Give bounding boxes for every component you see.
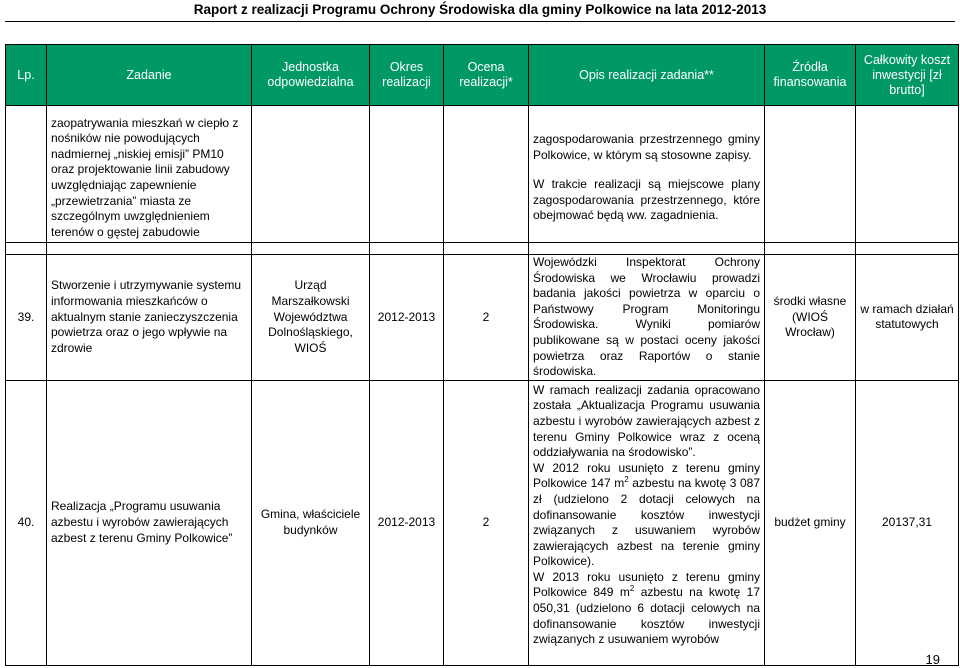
cell-source bbox=[765, 106, 856, 243]
cell-task: Realizacja „Programu usuwania azbestu i wyrobów zawierających azbest z terenu Gminy Polkowice” bbox=[47, 380, 252, 665]
cell-rating: 2 bbox=[444, 380, 529, 665]
column-header-source: Źródła finansowania bbox=[765, 45, 856, 106]
column-header-task: Zadanie bbox=[47, 45, 252, 106]
column-header-rating: Ocena realizacji* bbox=[444, 45, 529, 106]
cell-source: środki własne (WIOŚ Wrocław) bbox=[765, 255, 856, 381]
cell-cost bbox=[856, 106, 959, 243]
cell-description bbox=[529, 106, 765, 243]
cell-lp bbox=[6, 106, 47, 243]
description-paragraph: W ramach realizacji zadania opracowano została „Aktualizacja Programu usuwania azbestu i wyrobów zawierających azbest z terenu Gminy Polkowice wraz z oceną oddziaływania na środowisko”. bbox=[533, 382, 760, 460]
description-paragraph: W 2012 roku usunięto z terenu gminy Polkowice 147 $m^2$ azbestu na kwotę 3 087 zł (udzielono 2 dotacji celowych na dofinansowanie kosztów inwestycji związanych z usuwaniem wyrobów zawierających azbest na terenie gminy Polkowice). bbox=[533, 460, 761, 569]
cell-description bbox=[529, 255, 765, 381]
cell-unit: Gmina, właściciele budynków bbox=[252, 380, 370, 665]
column-header-lp: Lp. bbox=[6, 45, 47, 106]
document-title: Raport z realizacji Programu Ochrony Środowiska dla gminy Polkowice na lata 2012-2013 bbox=[193, 2, 767, 17]
cell-cost: 20137,31 bbox=[856, 380, 959, 665]
cell-task: zaopatrywania mieszkań w ciepło z nośników nie powodujących nadmiernej „niskiej emisji” PM10 oraz projektowanie linii zabudowy uwzględniając zapewnienie „przewietrzania” miasta ze szczególnym uwzględnieniem terenów o gęstej zabudowie bbox=[47, 106, 252, 243]
cell-rating bbox=[444, 106, 529, 243]
cell-unit bbox=[252, 106, 370, 243]
column-header-period: Okres realizacji bbox=[370, 45, 444, 106]
table-header-row bbox=[6, 45, 959, 106]
cell-period bbox=[370, 106, 444, 243]
page-number: 19 bbox=[925, 652, 940, 667]
description-paragraph: zagospodarowania przestrzennego gminy Polkowice, w którym są stosowne zapisy. bbox=[533, 132, 760, 162]
column-header-description: Opis realizacji zadania** bbox=[529, 45, 765, 106]
cell-source: budżet gminy bbox=[765, 380, 856, 665]
cell-period: 2012-2013 bbox=[370, 380, 444, 665]
description-paragraph: Wojewódzki Inspektorat Ochrony Środowiska we Wrocławiu prowadzi badania jakości powietrza w oparciu o Państwowy Program Monitoringu Środowiska. Wyniki pomiarów publikowane są w postaci oceny jakości powietrza oraz Raportów o stanie środowiska. bbox=[533, 255, 760, 379]
cell-cost: w ramach działań statutowych bbox=[856, 255, 959, 381]
column-header-unit: Jednostka odpowiedzialna bbox=[252, 45, 370, 106]
cell-lp: 40. bbox=[6, 380, 47, 665]
cell-unit: Urząd Marszałkowski Województwa Dolnośląskiego, WIOŚ bbox=[252, 255, 370, 381]
cell-description bbox=[529, 380, 765, 665]
table-row bbox=[6, 255, 959, 381]
cell-task: Stworzenie i utrzymywanie systemu informowania mieszkańców o aktualnym stanie zanieczyszczenia powietrza oraz o jego wpływie na zdrowie bbox=[47, 255, 252, 381]
title-rule bbox=[5, 21, 955, 22]
cell-period: 2012-2013 bbox=[370, 255, 444, 381]
table-row bbox=[6, 380, 959, 665]
cell-rating: 2 bbox=[444, 255, 529, 381]
column-header-cost: Całkowity koszt inwestycji [zł brutto] bbox=[856, 45, 959, 106]
description-paragraph: W 2013 roku usunięto z terenu gminy Polkowice 849 $m^2$ azbestu na kwotę 17 050,31 (udzielono 6 dotacji celowych na dofinansowanie kosztów inwestycji związanych z usuwaniem wyrobów bbox=[533, 569, 760, 647]
table-row-spacer bbox=[6, 243, 959, 255]
description-paragraph: W trakcie realizacji są miejscowe plany zagospodarowania przestrzennego, które obejmować będą ww. zagadnienia. bbox=[533, 177, 760, 223]
program-table bbox=[5, 44, 959, 666]
table-row-continuation bbox=[6, 106, 959, 243]
cell-lp: 39. bbox=[6, 255, 47, 381]
